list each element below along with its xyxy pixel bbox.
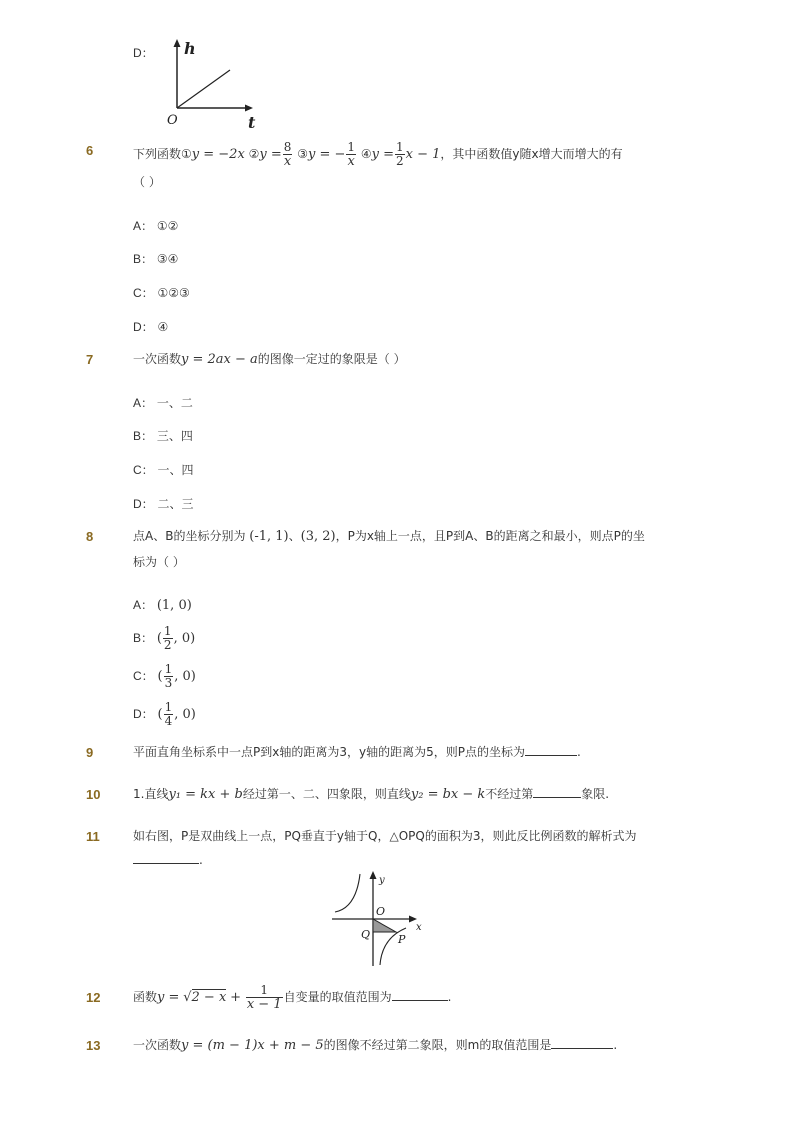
paren-close: , 0): [174, 707, 196, 722]
answer-blank[interactable]: [551, 1037, 613, 1049]
paren-open: (: [156, 631, 162, 646]
q12-sqrt-content: 2 − x: [191, 990, 227, 1005]
option-label: A：: [133, 598, 154, 612]
q8-text-a: 点A、B的坐标分别为: [133, 529, 246, 543]
q6-fraction-3-den: x: [347, 154, 355, 169]
q6-formula-4-lhs: y =: [371, 147, 394, 162]
q8-option-a[interactable]: [133, 596, 192, 613]
option-label: D：: [133, 497, 154, 511]
question-6-text: [133, 141, 623, 168]
answer-blank[interactable]: [525, 744, 577, 756]
q7-prefix: 一次函数: [133, 352, 182, 366]
fraction-den: 2: [163, 638, 172, 652]
q12-end: .: [447, 990, 452, 1004]
fraction-den: 4: [164, 714, 173, 728]
q6-formula-2-lhs: y =: [259, 147, 282, 162]
q7-option-b[interactable]: [133, 427, 193, 444]
option-label: A：: [133, 396, 154, 410]
q6-circle-2: ②: [248, 147, 260, 161]
q6-circle-3: ③: [297, 147, 308, 161]
q13-end: .: [613, 1038, 618, 1052]
q6-fraction-4-num: 1: [396, 140, 404, 154]
option-value: 二、三: [157, 497, 194, 511]
q6-formula-4-rhs: x − 1: [405, 147, 441, 162]
option-label: A：: [133, 219, 154, 233]
option-label: D：: [133, 46, 154, 60]
question-number: 8: [86, 529, 94, 544]
q6-formula-3-lhs: y = −: [307, 147, 346, 162]
q8-option-b[interactable]: [133, 625, 195, 652]
q13-suffix: 的图像不经过第二象限，则m的取值范围是: [323, 1038, 552, 1052]
option-value: ①②③: [157, 286, 190, 300]
question-number: 12: [86, 990, 101, 1005]
q6-fraction-2-num: 8: [283, 140, 292, 154]
q10-text-b: 经过第一、二、四象限，则直线: [242, 787, 411, 801]
option-value: 一、四: [157, 463, 194, 477]
h-t-graph: [160, 36, 260, 130]
option-label: D：: [133, 707, 154, 721]
fraction-num: 1: [164, 662, 173, 676]
q8-option-c[interactable]: [133, 663, 196, 690]
question-number: 10: [86, 787, 101, 802]
q8-point-a: (-1, 1): [249, 529, 289, 544]
q6-option-c[interactable]: [133, 284, 190, 301]
q10-text-d: 象限.: [581, 787, 610, 801]
point-q-label: Q: [361, 928, 371, 941]
q8-line2: 标为（ ）: [133, 555, 185, 569]
fraction-den: 3: [164, 676, 173, 690]
question-number: 7: [86, 352, 94, 367]
q12-fraction: [246, 984, 283, 1011]
option-fraction: [164, 663, 174, 690]
q7-option-d[interactable]: [133, 495, 194, 512]
q6-circle-1: ①: [181, 147, 192, 161]
option-label: C：: [133, 463, 154, 477]
answer-blank[interactable]: [533, 786, 581, 798]
q6-fraction-3-num: 1: [347, 140, 356, 154]
q8-point-b: (3, 2): [300, 529, 336, 544]
q6-fraction-2-den: x: [283, 154, 292, 169]
h-axis-label: h: [184, 39, 196, 58]
q8-text-b: ，P为x轴上一点，且P到A、B的距离之和最小，则点P的坐: [335, 529, 645, 543]
q6-prefix: 下列函数: [133, 147, 182, 161]
point-p-label: P: [398, 933, 406, 946]
q11-line2: [133, 852, 203, 868]
q6-formula-1: y = −2x: [191, 147, 245, 162]
q6-fraction-4: [395, 141, 405, 168]
option-label: B：: [133, 429, 154, 443]
q13-prefix: 一次函数: [133, 1038, 182, 1052]
answer-blank[interactable]: [133, 852, 199, 864]
option-value: 三、四: [156, 429, 193, 443]
q8-sep: 、: [288, 529, 301, 543]
q5-option-d[interactable]: [133, 44, 154, 61]
q10-text-a: 1.直线: [133, 787, 169, 801]
option-label: D：: [133, 320, 154, 334]
option-label: C：: [133, 286, 154, 300]
option-label: B：: [133, 252, 154, 266]
q12-prefix: 函数: [133, 990, 158, 1004]
origin-label: O: [167, 113, 178, 128]
q7-suffix: 的图像一定过的象限是（ ）: [257, 352, 406, 366]
question-11-text: 如右图，P是双曲线上一点，PQ垂直于y轴于Q，△OPQ的面积为3，则此反比例函数的解析式为: [133, 829, 637, 843]
q7-formula: y = 2ax − a: [181, 352, 258, 367]
question-number: 13: [86, 1038, 101, 1053]
q9-end: .: [576, 745, 581, 759]
q8-option-d[interactable]: [133, 701, 196, 728]
option-value: ①②: [156, 219, 179, 233]
question-9-text: [133, 744, 581, 760]
option-label: B：: [133, 631, 154, 645]
q6-fraction-3: [346, 141, 356, 168]
option-value: ③④: [156, 252, 179, 266]
q6-option-b[interactable]: [133, 250, 178, 267]
question-number: 6: [86, 143, 94, 158]
q11-end: .: [199, 853, 203, 867]
q7-option-c[interactable]: [133, 461, 194, 478]
paren-open: (: [157, 669, 163, 684]
option-value: 一、二: [156, 396, 193, 410]
q9-text: 平面直角坐标系中一点P到x轴的距离为3，y轴的距离为5，则P点的坐标为: [133, 745, 525, 759]
hyperbola-graph: [328, 866, 428, 970]
question-12-text: [133, 984, 451, 1011]
q6-line2: （ ）: [133, 175, 161, 189]
q6-option-d[interactable]: [133, 318, 168, 335]
t-axis-label: t: [248, 113, 256, 130]
paren-open: (: [157, 707, 163, 722]
q6-option-a[interactable]: [133, 217, 178, 234]
x-axis-label: x: [416, 922, 422, 933]
origin-label: O: [376, 905, 386, 918]
fraction-num: 1: [163, 624, 172, 638]
y-axis-label: y: [379, 875, 385, 886]
question-10-text: [133, 786, 609, 803]
fraction-num: 1: [164, 700, 173, 714]
paren-close: , 0): [173, 631, 196, 646]
q10-formula-1: y₁ = kx + b: [168, 787, 243, 802]
option-fraction: [163, 625, 173, 652]
q10-formula-2: y₂ = bx − k: [410, 787, 486, 802]
q6-circle-4: ④: [360, 147, 372, 161]
q7-option-a[interactable]: [133, 394, 193, 411]
question-8-text: [133, 528, 645, 545]
q6-fraction-2: [283, 141, 293, 168]
question-number: 11: [86, 829, 100, 844]
option-label: C：: [133, 669, 154, 683]
q13-formula: y = (m − 1)x + m − 5: [181, 1038, 324, 1053]
option-fraction: [164, 701, 174, 728]
question-13-text: [133, 1037, 617, 1054]
question-number: 9: [86, 745, 94, 760]
q6-fraction-4-den: 2: [396, 154, 404, 168]
q6-suffix: ，其中函数值y随x增大而增大的有: [440, 147, 623, 161]
q12-lhs: y =: [157, 990, 180, 1005]
fraction-num: 1: [246, 984, 283, 998]
option-value: ④: [157, 320, 169, 334]
q12-plus: +: [230, 990, 242, 1005]
question-7-text: [133, 351, 406, 368]
sqrt-symbol: √: [183, 990, 192, 1005]
fraction-den: x − 1: [246, 997, 282, 1012]
paren-close: , 0): [174, 669, 196, 684]
q12-suffix: 自变量的取值范围为: [283, 990, 392, 1004]
option-value: (1, 0): [156, 598, 192, 613]
answer-blank[interactable]: [392, 989, 448, 1001]
q10-text-c: 不经过第: [485, 787, 534, 801]
